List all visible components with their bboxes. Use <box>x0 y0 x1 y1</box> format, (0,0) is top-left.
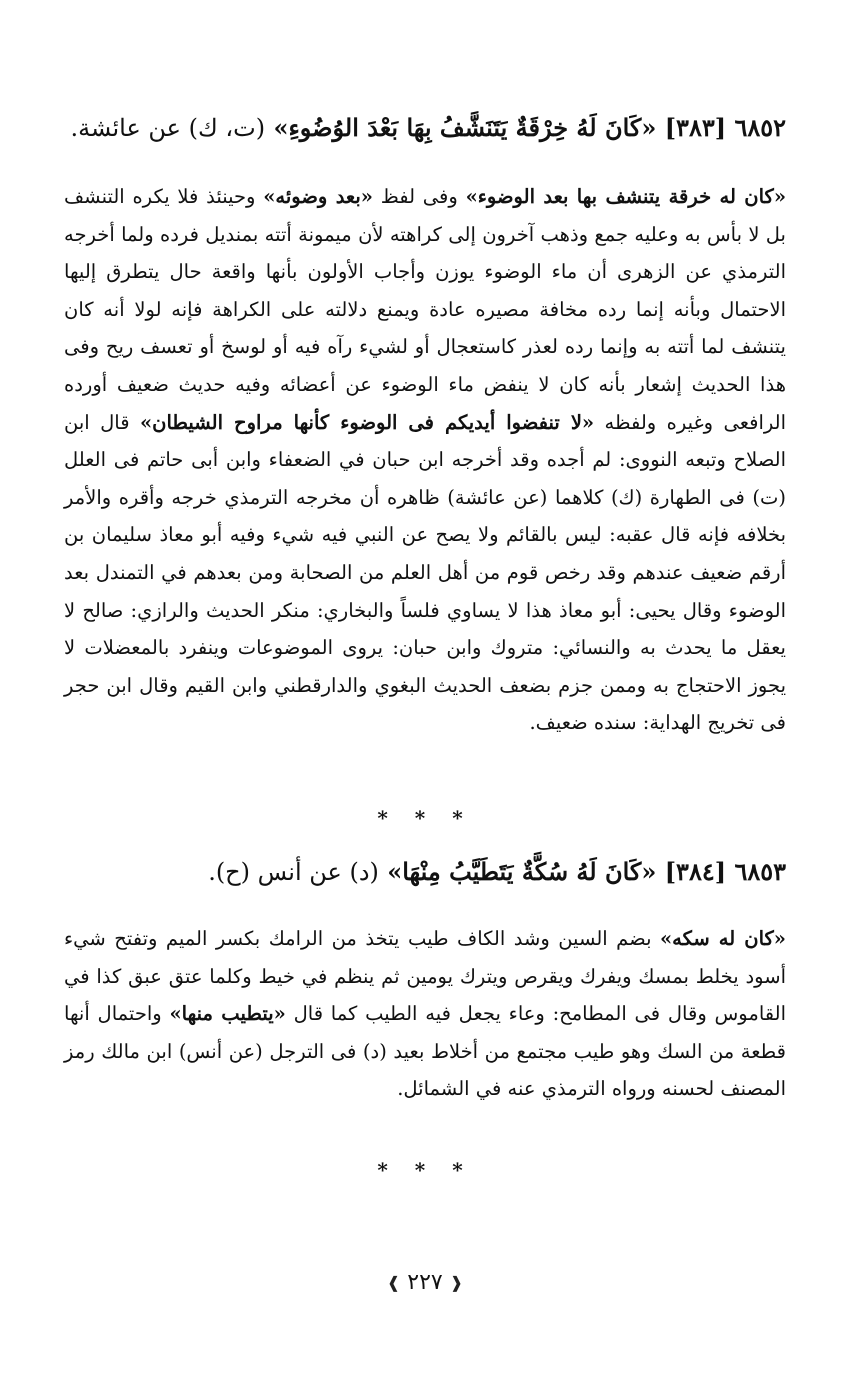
commentary-text: وفى لفظ <box>372 185 466 208</box>
quoted-hadith-text: «كان له خرقة يتنشف بها بعد الوضوء» <box>465 185 787 208</box>
hadith-source: (ت، ك) عن عائشة. <box>70 114 266 142</box>
hadith-text: «كَانَ لَهُ خِرْقَةٌ يَتَنَشَّفُ بِهَا بَعْدَ الوُضُوءِ» <box>273 113 657 142</box>
ornament-right-icon: ❱ <box>449 1273 464 1292</box>
quoted-hadith-text: «يتطيب منها» <box>169 1002 286 1026</box>
commentary-6853 <box>64 920 786 1108</box>
hadith-text: «كَانَ لَهُ سُكَّةٌ يَتَطَيَّبُ مِنْهَا» <box>387 857 657 886</box>
hadith-heading-6852 <box>64 108 786 148</box>
section-separator: * * * <box>377 1158 473 1182</box>
commentary-text: واحتمال أنها قطعة من السك وهو طيب مجتمع من أخلاط بعيد (د) فى الترجل (عن أنس) ابن مالك رمز المصنف لحسنه ورواه الترمذي عنه في الشمائل. <box>64 1002 786 1101</box>
commentary-text: بضم السين وشد الكاف طيب يتخذ من الرامك بكسر الميم وتفتح شيء أسود يخلط بمسك ويفرك ويقرص ويترك يومين ثم ينظم في خيط وكلما عتق عبق كذا في القاموس وقال فى المطامح: وعاء يجعل فيه الطيب كما قال <box>64 927 786 1026</box>
quoted-hadith-text: «بعد وضوئه» <box>263 185 373 208</box>
commentary-text: قال ابن الصلاح وتبعه النووى: لم أجده وقد أخرجه ابن حبان في الضعفاء وابن أبى حاتم فى العلل (ت) فى الطهارة (ك) كلاهما (عن عائشة) ظاهره أن مخرجه الترمذي خرجه وأقره والأمر بخلافه فإنه قال عقبه: ليس بالقائم ولا يصح عن النبي فيه شيء وفيه أبو معاذ سليمان بن أرقم ضعيف عندهم وقد رخص قوم من أهل العلم من الصحابة ومن بعدهم في التمندل بعد الوضوء وقال يحيى: أبو معاذ هذا لا يساوي فلساً والبخاري: منكر الحديث والرازي: صالح لا يعقل ما يحدث به والنسائي: متروك وابن حبان: يروى الموضوعات وينفرد بالمعضلات لا يجوز الاحتجاج به وممن جزم بضعف الحديث البغوي والدارقطني وابن القيم وقال ابن حجر فى تخريج الهداية: سنده ضعيف. <box>64 410 786 735</box>
section-separator: * * * <box>377 806 473 830</box>
hadith-sub-number: [٣٨٣] <box>664 113 727 142</box>
hadith-source: (د) عن أنس (ح). <box>208 858 379 886</box>
page-number: ٢٢٧ <box>407 1270 443 1295</box>
ornament-left-icon: ❰ <box>386 1273 401 1292</box>
hadith-sub-number: [٣٨٤] <box>664 857 727 886</box>
commentary-paragraph <box>64 178 786 742</box>
quoted-hadith-text: «لا تنفضوا أيديكم فى الوضوء كأنها مراوح الشيطان» <box>139 410 595 434</box>
commentary-paragraph <box>64 920 786 1108</box>
hadith-number: ٦٨٥٣ <box>734 857 786 886</box>
hadith-number: ٦٨٥٢ <box>734 113 786 142</box>
page-number-block <box>0 1268 850 1298</box>
commentary-text: وحينئذ فلا يكره التنشف بل لا بأس به وعليه جمع وذهب آخرون إلى كراهته لأن ميمونة أتته بمنديل فرده ولما أخرجه الترمذي عن الزهرى أن ماء الوضوء يوزن وأجاب الأولون بأنها واقعة حال يتطرق إليها الاحتمال وبأنه إنما رده مخافة مصيره عادة ويمنع دلالته على الكراهة فإنه لولا أنه كان يتنشف لما أتته به وإنما رده لعذر كاستعجال أو لشيء رآه فيه أو لوسخ أو تعسف ريح وفى هذا الحديث إشعار بأنه كان لا ينفض ماء الوضوء عن أعضائه وفيه حديث ضعيف أورده الرافعى وغيره ولفظه <box>64 185 786 434</box>
commentary-6852 <box>64 178 786 742</box>
quoted-hadith-text: «كان له سكه» <box>659 927 786 950</box>
hadith-heading-6853 <box>64 852 786 892</box>
